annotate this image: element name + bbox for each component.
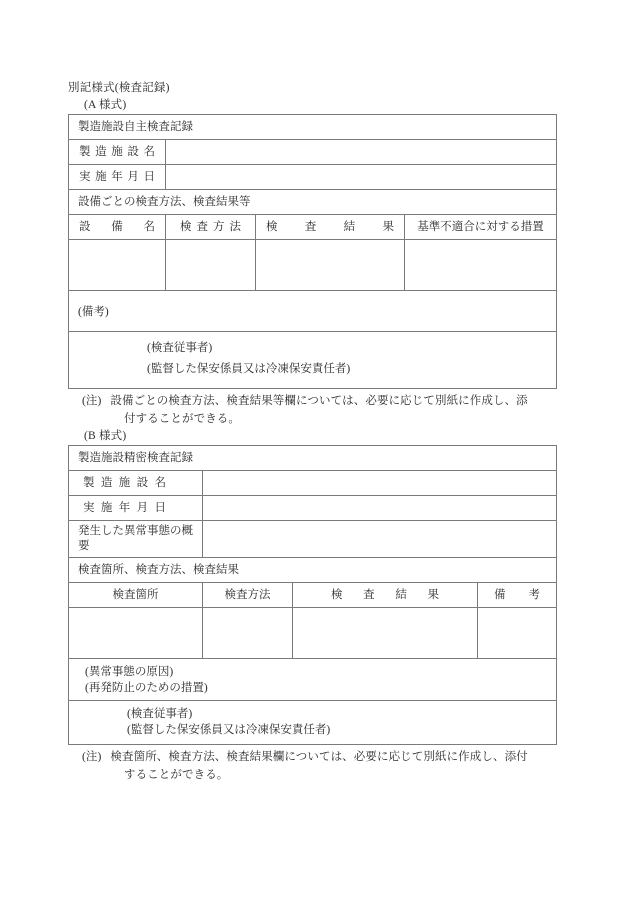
form-b-cause-row	[69, 659, 557, 701]
form-a-date-label-cell	[69, 165, 166, 190]
form-b-facility-value[interactable]	[203, 471, 557, 496]
form-b-col-header-remarks: 備考	[494, 589, 540, 601]
form-a-note-line2: 付することができる。	[124, 413, 240, 425]
form-b-cell-method[interactable]	[203, 608, 293, 659]
form-sheet	[68, 80, 556, 784]
form-b-note-text1: 検査箇所、検査方法、検査結果欄については、必要に応じて別紙に作成し、添付	[110, 751, 528, 763]
form-b-facility-label: 製造施設名	[83, 477, 166, 489]
form-a-label: (A 様式)	[84, 99, 127, 111]
form-b-date-row	[69, 496, 557, 521]
form-b-date-value[interactable]	[203, 496, 557, 521]
form-b-col-header-result-cell	[293, 583, 478, 608]
form-b-col-header-location: 検査箇所	[112, 589, 159, 601]
form-a-signature-block	[69, 332, 556, 388]
form-b-note-line1	[82, 748, 556, 766]
form-b-section-heading: 検査箇所、検査方法、検査結果	[78, 564, 239, 576]
form-b-col-header-method-cell	[203, 583, 293, 608]
form-a-cell-measure[interactable]	[405, 240, 557, 291]
form-a-table	[68, 114, 557, 389]
form-a-remarks-label: (備考)	[78, 305, 109, 318]
form-b-signature-inspector[interactable]: (検査従事者)	[127, 708, 193, 720]
form-b-note	[68, 748, 556, 784]
form-a-section-heading-row	[69, 190, 557, 215]
form-b-cause-label: (異常事態の原因)	[85, 666, 174, 678]
form-a-date-value[interactable]	[166, 165, 557, 190]
document-title: 別記様式(検査記録)	[68, 82, 170, 94]
form-a-section-heading-cell	[69, 190, 557, 215]
form-b-incident-value[interactable]	[203, 521, 557, 558]
form-a-col-header-measure-cell	[405, 215, 557, 240]
form-a-col-header-method: 検査方法	[180, 221, 241, 233]
form-a-remarks-row	[69, 291, 557, 332]
form-b-header-row	[69, 583, 557, 608]
form-a-col-header-result: 検査結果	[266, 221, 394, 233]
form-b-section-heading-cell	[69, 558, 557, 583]
form-a-cell-result[interactable]	[256, 240, 405, 291]
form-b-incident-label: 発生した異常事態の概要	[78, 525, 193, 552]
form-a-date-row	[69, 165, 557, 190]
form-a-note-marker: (注)	[82, 395, 102, 407]
form-a-note-text1: 設備ごとの検査方法、検査結果等欄については、必要に応じて別紙に作成し、添	[110, 395, 528, 407]
form-a-col-header-equipment: 設備名	[79, 221, 155, 233]
form-b-col-header-method: 検査方法	[224, 589, 271, 601]
form-a-facility-row	[69, 140, 557, 165]
form-b-col-header-remarks-cell	[478, 583, 557, 608]
form-a-cell-method[interactable]	[166, 240, 256, 291]
form-a-header-row	[69, 215, 557, 240]
form-b-signature-cell	[69, 701, 557, 745]
form-b-title-row	[69, 446, 557, 471]
form-b-note-marker: (注)	[82, 751, 102, 763]
form-b-cell-remarks[interactable]	[478, 608, 557, 659]
form-a-signature-inspector[interactable]: (検査従事者)	[147, 342, 213, 354]
form-a-date-label: 実施年月日	[79, 171, 155, 183]
form-a-note	[68, 392, 556, 428]
form-b-col-header-result: 検査結果	[331, 589, 439, 601]
form-a-facility-label: 製造施設名	[79, 146, 155, 158]
form-a-signature-row	[69, 332, 557, 389]
form-b-facility-row	[69, 471, 557, 496]
form-b-section-heading-row	[69, 558, 557, 583]
form-b-signature-row	[69, 701, 557, 745]
table-row	[69, 240, 557, 291]
form-a-col-header-measure: 基準不適合に対する措置	[417, 221, 544, 233]
form-b-date-label: 実施年月日	[83, 502, 166, 514]
form-a-facility-label-cell	[69, 140, 166, 165]
form-a-section-heading: 設備ごとの検査方法、検査結果等	[78, 196, 251, 208]
form-a-record-title: 製造施設自主検査記録	[78, 121, 193, 133]
form-a-col-header-method-cell	[166, 215, 256, 240]
form-b-cause-cell[interactable]	[69, 659, 557, 701]
form-b-signature-block	[69, 701, 556, 744]
form-b-record-title-cell	[69, 446, 557, 471]
form-b-note-line2: することができる。	[124, 769, 229, 781]
form-b-record-title: 製造施設精密検査記録	[78, 452, 193, 464]
form-b-incident-label-cell	[69, 521, 203, 558]
form-b-incident-row	[69, 521, 557, 558]
form-b-table	[68, 445, 557, 745]
form-b-cell-location[interactable]	[69, 608, 203, 659]
form-b-facility-label-cell	[69, 471, 203, 496]
form-b-label: (B 様式)	[84, 430, 127, 442]
form-a-record-title-cell	[69, 115, 557, 140]
form-a-cell-equipment[interactable]	[69, 240, 166, 291]
form-a-remarks-cell[interactable]	[69, 291, 557, 332]
form-b-cell-result[interactable]	[293, 608, 478, 659]
table-row	[69, 608, 557, 659]
form-b-date-label-cell	[69, 496, 203, 521]
form-a-signature-supervisor[interactable]: (監督した保安係員又は冷凍保安責任者)	[147, 363, 351, 375]
form-a-title-row	[69, 115, 557, 140]
form-b-measure-label: (再発防止のための措置)	[85, 682, 208, 694]
form-a-facility-value[interactable]	[166, 140, 557, 165]
form-a-col-header-result-cell	[256, 215, 405, 240]
form-a-col-header-equipment-cell	[69, 215, 166, 240]
form-b-signature-supervisor[interactable]: (監督した保安係員又は冷凍保安責任者)	[127, 724, 331, 736]
form-b-col-header-location-cell	[69, 583, 203, 608]
form-a-signature-cell	[69, 332, 557, 389]
form-a-note-line1	[82, 392, 556, 410]
